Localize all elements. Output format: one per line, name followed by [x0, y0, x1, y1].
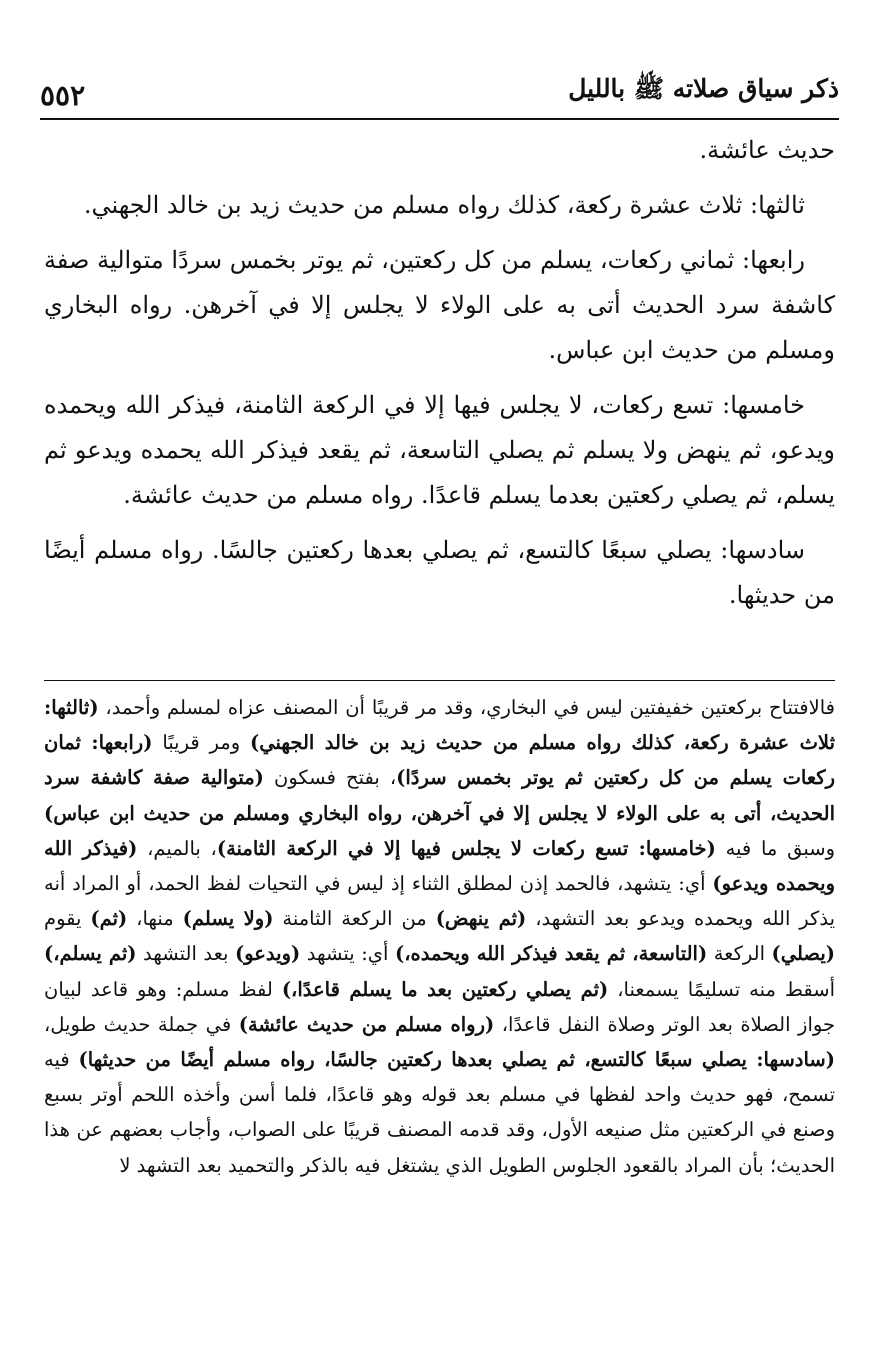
- footnote-quote: (ثم يصلي ركعتين بعد ما يسلم قاعدًا،): [281, 977, 609, 1001]
- footnote-divider: [44, 680, 835, 681]
- footnote-quote: (ثم): [90, 907, 128, 931]
- main-text: [44, 128, 835, 628]
- running-title: ذكر سياق صلاته ﷺ بالليل: [568, 74, 839, 103]
- footnote-commentary: [44, 690, 835, 1183]
- footnote-text: وسبق ما فيه: [715, 836, 836, 860]
- footnote-quote: (رواه مسلم من حديث عائشة): [238, 1012, 495, 1036]
- page-number: ٥٥٢: [40, 79, 86, 112]
- footnote-text: أسقط منه تسليمًا يسمعنا،: [608, 977, 835, 1001]
- footnote-text: لفظ مسلم: وهو قاعد لبيان جواز الصلاة بعد الوتر وصلاة النفل قاعدًا،: [44, 977, 835, 1036]
- footnote-text: ، بفتح فسكون: [263, 766, 397, 790]
- footnote-quote: (التاسعة، ثم يقعد فيذكر الله ويحمده،): [394, 942, 708, 966]
- footnote-text: ، بالميم،: [137, 836, 217, 860]
- footnote-text: يقوم: [44, 907, 91, 931]
- footnote-text: منها،: [127, 907, 183, 931]
- footnote-text: أي: يتشهد، فالحمد إذن لمطلق الثناء إذ ليس في التحيات لفظ الحمد، أو المراد أنه يذكر الله ويحمده ويدعو بعد التشهد،: [44, 872, 835, 931]
- footnote-text: أي: يتشهد: [300, 942, 395, 966]
- main-paragraph: خامسها: تسع ركعات، لا يجلس فيها إلا في الركعة الثامنة، فيذكر الله ويحمده ويدعو، ثم ينهض ولا يسلم ثم يصلي التاسعة، ثم يقعد فيذكر الله يحمده ويدعو ثم يسلم، ثم يصلي ركعتين بعدما يسلم قاعدًا. رواه مسلم من حديث عائشة.: [44, 391, 835, 509]
- footnote-paragraph: [44, 690, 835, 1183]
- footnote-quote: (ولا يسلم): [182, 907, 274, 931]
- page-header: [40, 62, 839, 120]
- footnote-quote: (خامسها: تسع ركعات لا يجلس فيها إلا في الركعة الثامنة): [216, 836, 716, 860]
- footnote-text: ومر قريبًا: [152, 731, 251, 755]
- footnote-quote: (ثم يسلم،): [44, 942, 137, 966]
- main-paragraph: رابعها: ثماني ركعات، يسلم من كل ركعتين، ثم يوتر بخمس سردًا متوالية صفة كاشفة سرد الحديث أتى به على الولاء لا يجلس إلا في آخرهن. رواه البخاري ومسلم من حديث ابن عباس.: [44, 246, 835, 364]
- footnote-quote: (متوالية صفة كاشفة سرد الحديث، أتى به على الولاء لا يجلس إلا في آخرهن، رواه البخاري ومسلم من حديث ابن عباس): [44, 766, 835, 825]
- footnote-quote: (ويدعو): [235, 942, 301, 966]
- footnote-text: بعد التشهد: [136, 942, 235, 966]
- footnote-quote: (فيذكر الله ويحمده ويدعو): [44, 836, 835, 896]
- main-paragraph: ثالثها: ثلاث عشرة ركعة، كذلك رواه مسلم من حديث زيد بن خالد الجهني.: [83, 191, 805, 219]
- footnote-quote: (سادسها: يصلي سبعًا كالتسع، ثم يصلي بعدها ركعتين جالسًا، رواه مسلم أيضًا من حديثها): [78, 1048, 835, 1072]
- main-paragraph: حديث عائشة.: [699, 136, 835, 164]
- footnote-quote: (يصلي): [771, 942, 835, 966]
- footnote-text: فيه تسمح، فهو حديث واحد لفظها في مسلم بعد قوله وهو قاعدًا، فلما أسن وأخذه اللحم أوتر بسبع وصنع في الركعتين مثل صنيعه الأول، وقد قدمه المصنف قريبًا على الصواب، وأجاب بعضهم عن هذا الحديث؛ بأن المراد بالقعود الجلوس الطويل الذي يشتغل فيه بالذكر والتحميد بعد التشهد لا: [44, 1048, 835, 1177]
- main-paragraph: سادسها: يصلي سبعًا كالتسع، ثم يصلي بعدها ركعتين جالسًا. رواه مسلم أيضًا من حديثها.: [44, 536, 835, 609]
- footnote-quote: (رابعها: ثمان ركعات يسلم من كل ركعتين ثم يوتر بخمس سردًا): [44, 731, 835, 790]
- footnote-text: فالافتتاح بركعتين خفيفتين ليس في البخاري، وقد مر قريبًا أن المصنف عزاه لمسلم وأحمد،: [98, 696, 835, 719]
- footnote-text: الركعة: [707, 942, 772, 966]
- footnote-quote: (ثالثها: ثلاث عشرة ركعة، كذلك رواه مسلم من حديث زيد بن خالد الجهني): [44, 696, 835, 755]
- footnote-quote: (ثم ينهض): [435, 907, 527, 931]
- footnote-text: في جملة حديث طويل،: [44, 1012, 239, 1036]
- footnote-text: من الركعة الثامنة: [273, 907, 436, 931]
